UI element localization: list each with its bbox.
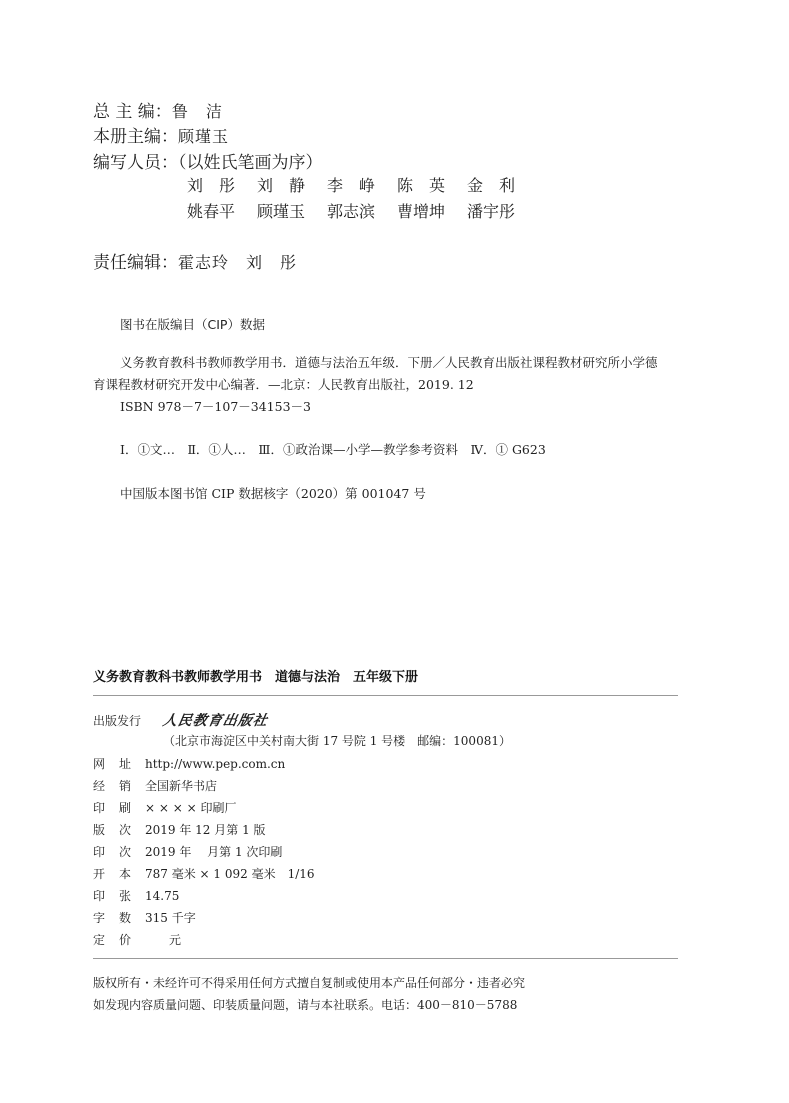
imprint-value: 315 千字 xyxy=(145,911,196,925)
volume-editor-name: 顾瑾玉 xyxy=(178,127,230,146)
imprint-row xyxy=(93,865,315,882)
divider-bottom xyxy=(93,958,678,959)
imprint-row xyxy=(93,843,282,860)
author-name: 陈 英 xyxy=(397,176,446,195)
divider-top xyxy=(93,695,678,696)
imprint-value: 14.75 xyxy=(145,889,180,903)
authors-row-1 xyxy=(187,173,515,196)
imprint-key: 印 xyxy=(93,889,106,903)
volume-editor-label: 本册主编： xyxy=(93,127,178,147)
writers-line xyxy=(93,148,323,173)
author-name: 潘宇彤 xyxy=(467,202,516,221)
series-title: 义务教育教科书教师教学用书 道德与法治 五年级下册 xyxy=(93,670,419,685)
chief-editor-line xyxy=(93,97,223,122)
responsible-editor-label: 责任编辑： xyxy=(93,253,178,273)
imprint-key: 印 xyxy=(93,845,106,859)
imprint-row xyxy=(93,755,285,772)
publisher-address: （北京市海淀区中关村南大街 17 号院 1 号楼 邮编：100081） xyxy=(163,734,511,748)
cip-isbn: ISBN 978－7－107－34153－3 xyxy=(120,399,311,414)
imprint-key: 次 xyxy=(119,823,132,837)
imprint-row xyxy=(93,799,236,816)
imprint-key: 定 xyxy=(93,933,106,947)
imprint-key: 价 xyxy=(119,933,132,947)
authors-row-2 xyxy=(187,199,515,222)
imprint-key: 网 xyxy=(93,757,106,771)
author-name: 刘 静 xyxy=(257,176,306,195)
writers-note: （以姓氏笔画为序） xyxy=(178,153,323,173)
author-name: 金 利 xyxy=(467,176,516,195)
imprint-key: 本 xyxy=(119,867,132,881)
contact-notice: 如发现内容质量问题、印装质量问题，请与本社联系。电话：400－810－5788 xyxy=(93,998,518,1012)
responsible-editor-line xyxy=(93,248,297,273)
publisher-logo: 人民教育出版社 xyxy=(161,713,270,729)
publisher-label: 出版发行 xyxy=(93,714,142,728)
cip-heading: 图书在版编目（CIP）数据 xyxy=(120,317,265,332)
writers-label: 编写人员： xyxy=(93,153,178,173)
volume-editor-line xyxy=(93,122,229,147)
imprint-value: 元 xyxy=(145,933,182,947)
author-name: 姚春平 xyxy=(187,202,236,221)
author-name: 顾瑾玉 xyxy=(257,202,306,221)
responsible-editor-names: 霍志玲 刘 彤 xyxy=(178,253,298,272)
imprint-value: 2019 年 月第 1 次印刷 xyxy=(145,845,283,859)
imprint-row xyxy=(93,777,217,794)
cip-classification: Ⅰ．①文… Ⅱ．①人… Ⅲ．①政治课—小学—教学参考资料 Ⅳ．① G623 xyxy=(120,442,546,457)
cip-record-number: 中国版本图书馆 CIP 数据核字（2020）第 001047 号 xyxy=(120,486,426,501)
imprint-key: 销 xyxy=(119,779,132,793)
imprint-row xyxy=(93,821,266,838)
imprint-value: 全国新华书店 xyxy=(145,779,218,793)
chief-editor-name: 鲁 洁 xyxy=(171,102,223,121)
imprint-value: × × × × 印刷厂 xyxy=(145,801,237,815)
copyright-notice: 版权所有・未经许可不得采用任何方式擅自复制或使用本产品任何部分・违者必究 xyxy=(93,976,526,990)
imprint-key: 字 xyxy=(93,911,106,925)
website-link[interactable]: http://www.pep.com.cn xyxy=(145,757,286,771)
author-name: 曹增坤 xyxy=(397,202,446,221)
imprint-row xyxy=(93,887,179,904)
imprint-key: 数 xyxy=(119,911,132,925)
author-name: 刘 彤 xyxy=(187,176,236,195)
author-name: 郭志滨 xyxy=(327,202,376,221)
imprint-key: 印 xyxy=(93,801,106,815)
imprint-value: 787 毫米 × 1 092 毫米 1/16 xyxy=(145,867,315,881)
publisher-row xyxy=(93,710,268,730)
imprint-row xyxy=(93,931,181,948)
imprint-row xyxy=(93,909,196,926)
imprint-key: 址 xyxy=(119,757,132,771)
author-name: 李 峥 xyxy=(327,176,376,195)
imprint-key: 版 xyxy=(93,823,106,837)
cip-line-2: 育课程教材研究开发中心编著．—北京：人民教育出版社，2019. 12 xyxy=(93,377,474,392)
imprint-value: 2019 年 12 月第 1 版 xyxy=(145,823,266,837)
imprint-key: 张 xyxy=(119,889,132,903)
chief-editor-label: 总 主 编： xyxy=(93,102,172,122)
imprint-key: 次 xyxy=(119,845,132,859)
imprint-key: 经 xyxy=(93,779,106,793)
cip-line-1: 义务教育教科书教师教学用书．道德与法治五年级．下册／人民教育出版社课程教材研究所小学德 xyxy=(120,355,658,370)
imprint-key: 开 xyxy=(93,867,106,881)
imprint-key: 刷 xyxy=(119,801,132,815)
